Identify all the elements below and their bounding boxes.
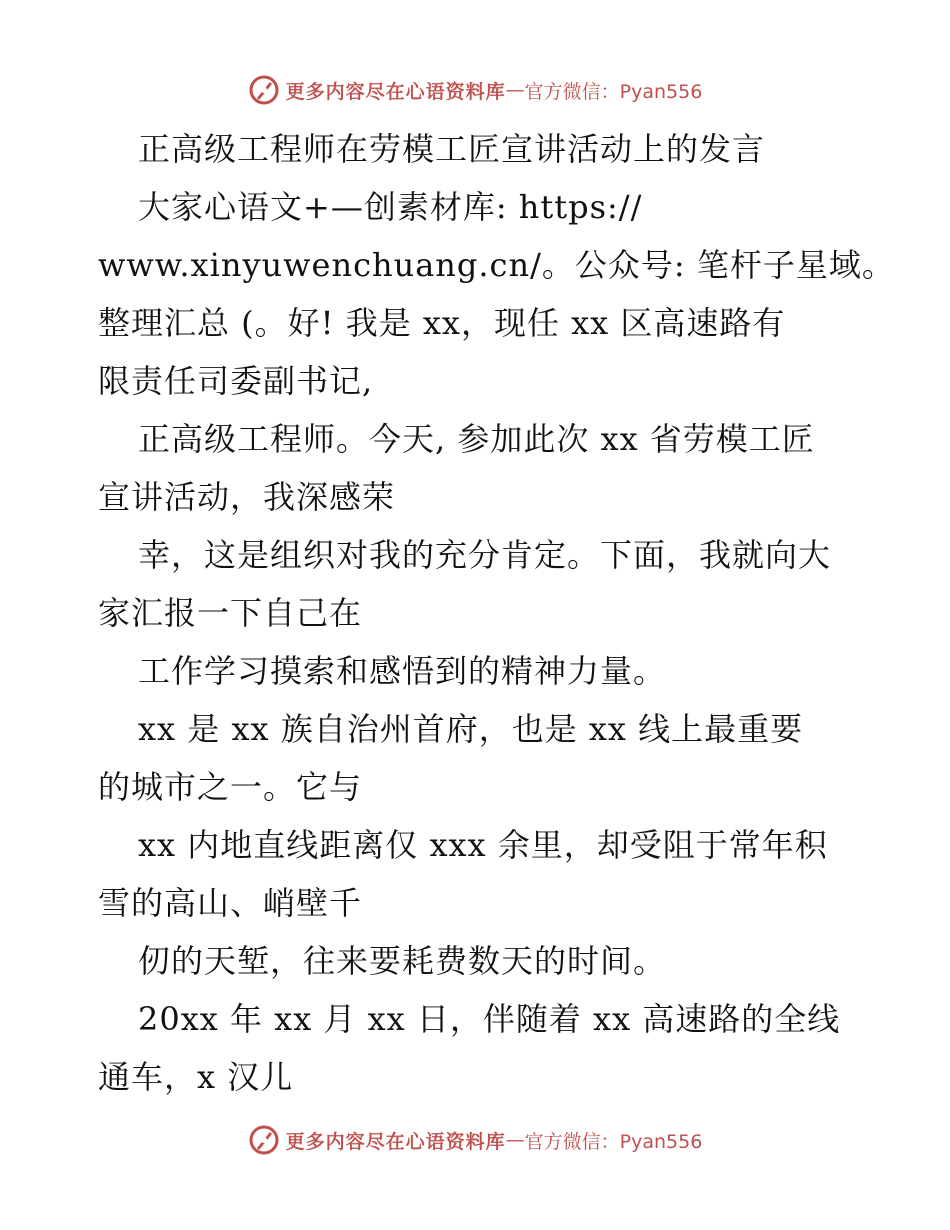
text-line: 整理汇总 (。好! 我是 xx，现任 xx 区高速路有	[98, 304, 786, 342]
footer-brand: 更多内容尽在心语资料库	[285, 1130, 506, 1153]
text-line: 正高级工程师在劳模工匠宣讲活动上的发言	[138, 130, 766, 168]
text-line: 家汇报一下自己在	[98, 594, 363, 632]
text-line: 大家心语文+—创素材库: https://	[138, 188, 643, 226]
text-line: 宣讲活动，我深感荣	[98, 478, 396, 516]
text-line: 20xx 年 xx 月 xx 日，伴随着 xx 高速路的全线	[138, 1000, 841, 1038]
text-line: 通车，x 汉儿	[98, 1058, 294, 1096]
text-line: 工作学习摸索和感悟到的精神力量。	[138, 652, 667, 690]
header-wechat: 官方微信：Pyan556	[524, 80, 703, 103]
text-line: 的城市之一。它与	[98, 768, 363, 806]
text-line: 雪的高山、峭壁千	[98, 884, 363, 922]
footer-banner	[0, 1120, 950, 1160]
text-line: 正高级工程师。今天, 参加此次 xx 省劳模工匠	[138, 420, 815, 458]
text-line: xx 内地直线距离仅 xxx 余里，却受阻于常年积	[138, 826, 828, 864]
header-brand: 更多内容尽在心语资料库	[285, 80, 506, 103]
text-line: xx 是 xx 族自治州首府，也是 xx 线上最重要	[138, 710, 804, 748]
header-banner	[0, 70, 950, 110]
document-body	[98, 120, 895, 1106]
header-separator: —	[505, 79, 525, 101]
quill-logo-icon	[248, 74, 280, 106]
text-line: 幸，这是组织对我的充分肯定。下面，我就向大	[138, 536, 832, 574]
text-line: 限责任司委副书记,	[98, 362, 374, 400]
quill-logo-icon	[248, 1124, 280, 1156]
footer-separator: —	[505, 1129, 525, 1151]
text-line: 仞的天堑，往来要耗费数天的时间。	[138, 942, 667, 980]
footer-wechat: 官方微信：Pyan556	[524, 1130, 703, 1153]
text-line: www.xinyuwenchuang.cn/。公众号: 笔杆子星域。	[98, 246, 895, 284]
